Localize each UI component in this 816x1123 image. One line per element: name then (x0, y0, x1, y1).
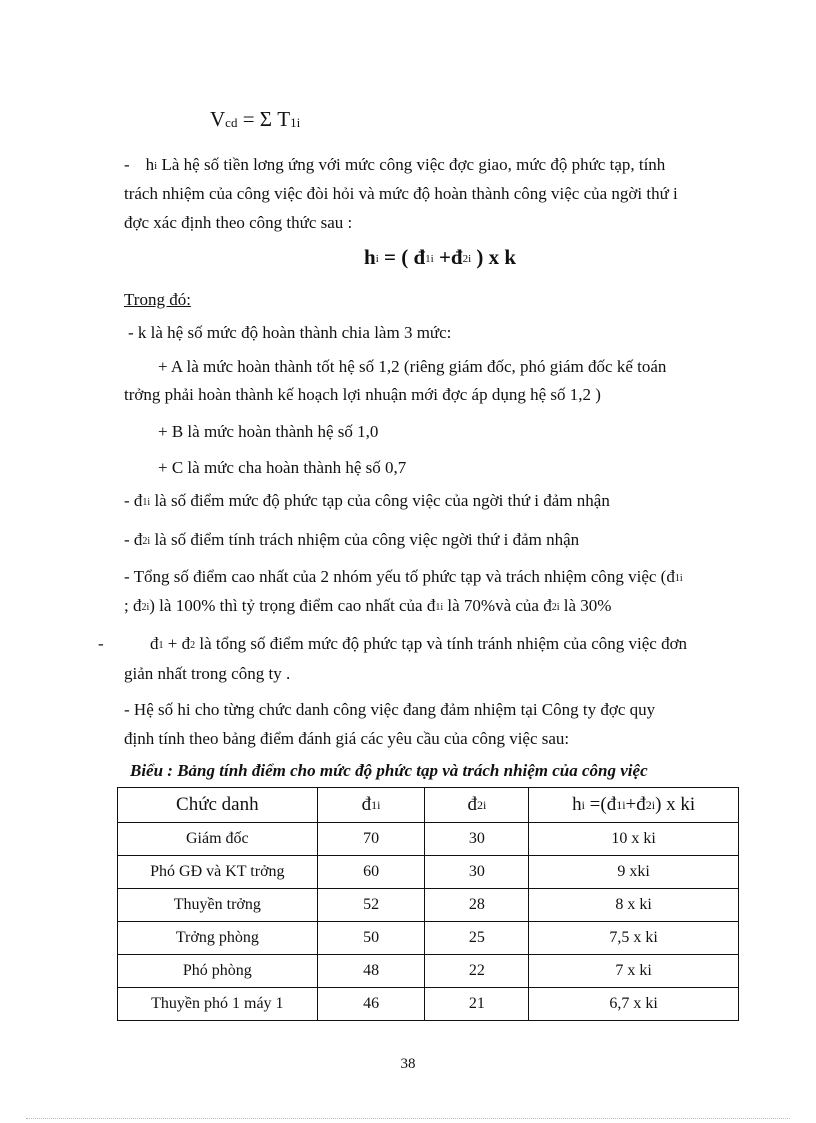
header-d2 (425, 788, 529, 823)
header-hi (529, 788, 739, 823)
cell-hi: 6,7 x ki (529, 988, 739, 1021)
sum-l1-a: đ (150, 634, 159, 653)
f2-h: h (364, 245, 376, 269)
table-row (118, 955, 739, 988)
formula-v-sub: cd (225, 115, 238, 130)
total-line-1 (124, 566, 683, 590)
table-caption: Biểu : Bảng tính điểm cho mức độ phức tạp và trách nhiệm của công việc (130, 761, 648, 780)
table-row (118, 856, 739, 889)
hi-line-1 (124, 154, 665, 177)
cell-d2: 28 (425, 889, 529, 922)
formula-vcd (210, 108, 300, 134)
total-l2-sub1: 2i (141, 602, 150, 613)
sum-l1-sub2: 2 (190, 640, 196, 651)
total-l2-sub3: 2i (551, 602, 560, 613)
formula-sum: = Σ T (237, 107, 291, 131)
cell-d1: 48 (317, 955, 425, 988)
hi-symbol-sub: i (154, 160, 158, 172)
d1-pre: - đ (124, 491, 143, 510)
f2-d2-sub: 2i (462, 253, 472, 265)
f2-mid: = ( đ (378, 245, 426, 269)
cell-hi: 10 x ki (529, 823, 739, 856)
f2-end: ) x k (471, 245, 517, 269)
cell-title: Thuyền phó 1 máy 1 (118, 988, 318, 1021)
total-l1-sub: 1i (674, 573, 683, 584)
header-hi-sub3: 2i (645, 798, 656, 812)
cell-d2: 25 (425, 922, 529, 955)
level-a-line-1: + A là mức hoàn thành tốt hệ số 1,2 (riêng giám đốc, phó giám đốc kế toán (158, 357, 667, 376)
d1-line (124, 490, 610, 514)
k-line: - k là hệ số mức độ hoàn thành chia làm 3 mức: (128, 323, 452, 342)
table-row (118, 889, 739, 922)
cell-d1: 70 (317, 823, 425, 856)
formula-t-sub: 1i (290, 115, 301, 130)
cell-title: Phó phòng (118, 955, 318, 988)
hi-line-3: đợc xác định theo công thức sau : (124, 213, 353, 232)
hi-text: Là hệ số tiền lơng ứng với mức công việc đợc giao, mức độ phức tạp, tính (157, 155, 666, 174)
cell-d2: 30 (425, 856, 529, 889)
sum-l1-c: là tổng số điểm mức độ phức tạp và tính tránh nhiệm của công việc đơn (195, 634, 688, 653)
cell-d1: 60 (317, 856, 425, 889)
hi-symbol: h (145, 155, 155, 174)
table-row (118, 922, 739, 955)
cell-d1: 50 (317, 922, 425, 955)
hi-para-line-1: - Hệ số hi cho từng chức danh công việc đang đảm nhiệm tại Công ty đợc quy (124, 700, 656, 719)
total-l1-text: - Tổng số điểm cao nhất của 2 nhóm yếu tố phức tạp và trách nhiệm công việc (đ (124, 567, 675, 586)
page-bottom-rule (26, 1118, 790, 1119)
f2-d1-sub: 1i (425, 253, 434, 265)
cell-hi: 7,5 x ki (529, 922, 739, 955)
header-hi-c: +đ (625, 794, 646, 815)
cell-title: Giám đốc (118, 823, 318, 856)
header-hi-sub2: 1i (616, 798, 626, 812)
header-d1 (317, 788, 425, 823)
d2-pre: - đ (124, 530, 143, 549)
table-row (118, 988, 739, 1021)
header-d1-pre: đ (361, 794, 372, 815)
d1-sub: 1i (142, 497, 151, 508)
level-c-line: + C là mức cha hoàn thành hệ số 0,7 (158, 458, 407, 477)
header-d2-pre: đ (467, 794, 477, 815)
header-title: Chức danh (118, 788, 318, 823)
cell-d2: 21 (425, 988, 529, 1021)
cell-d2: 30 (425, 823, 529, 856)
d1-text: là số điểm mức độ phức tạp của công việc của ngời thứ i đảm nhận (150, 491, 610, 510)
cell-d1: 46 (317, 988, 425, 1021)
header-d2-sub: 2i (476, 798, 487, 812)
header-hi-b: =(đ (584, 794, 617, 815)
sum-line-1 (150, 633, 687, 657)
hi-para-line-2: định tính theo bảng điểm đánh giá các yêu cầu của công việc sau: (124, 729, 570, 748)
cell-d2: 22 (425, 955, 529, 988)
cell-title: Thuyền trởng (118, 889, 318, 922)
sum-dash: - (98, 634, 104, 653)
total-l2-a: ; đ (124, 596, 142, 615)
cell-title: Phó GĐ và KT trởng (118, 856, 318, 889)
total-l2-sub2: 1i (435, 602, 444, 613)
level-b-line: + B là mức hoàn thành hệ số 1,0 (158, 422, 379, 441)
table-row (118, 823, 739, 856)
formula-v: V (210, 107, 226, 131)
page-number: 38 (400, 1056, 416, 1072)
total-line-2 (124, 595, 611, 619)
d2-text: là số điểm tính trách nhiệm của công việc ngời thứ i đảm nhận (150, 530, 580, 549)
score-table (117, 787, 739, 1021)
header-hi-sub1: i (581, 798, 585, 812)
total-l2-b: ) là 100% thì tỷ trọng điểm cao nhất của đ (149, 596, 436, 615)
sum-line-2: giản nhất trong công ty . (124, 664, 291, 683)
f2-plus: +đ (433, 245, 463, 269)
d2-sub: 2i (142, 536, 151, 547)
sum-l1-sub1: 1 (158, 640, 164, 651)
f2-h-sub: i (375, 253, 379, 265)
heading-trong-do: Trong đó: (124, 290, 191, 309)
level-a-line-2: trởng phải hoàn thành kế hoạch lợi nhuận mới đợc áp dụng hệ số 1,2 ) (124, 385, 601, 404)
cell-d1: 52 (317, 889, 425, 922)
header-hi-d: ) x ki (655, 794, 696, 815)
hi-line-2: trách nhiệm của công việc đòi hỏi và mức độ hoàn thành công việc của ngời thứ i (124, 184, 678, 203)
total-l2-c: là 70%và của đ (443, 596, 552, 615)
d2-line (124, 529, 579, 553)
hi-dash: - (124, 155, 130, 174)
sum-l1-b: + đ (163, 634, 191, 653)
header-hi-a: h (572, 794, 582, 815)
cell-hi: 7 x ki (529, 955, 739, 988)
total-l2-d: là 30% (559, 596, 612, 615)
cell-hi: 8 x ki (529, 889, 739, 922)
table-header-row (118, 788, 739, 823)
cell-title: Trởng phòng (118, 922, 318, 955)
formula-hi (364, 246, 516, 270)
cell-hi: 9 xki (529, 856, 739, 889)
header-d1-sub: 1i (371, 798, 381, 812)
